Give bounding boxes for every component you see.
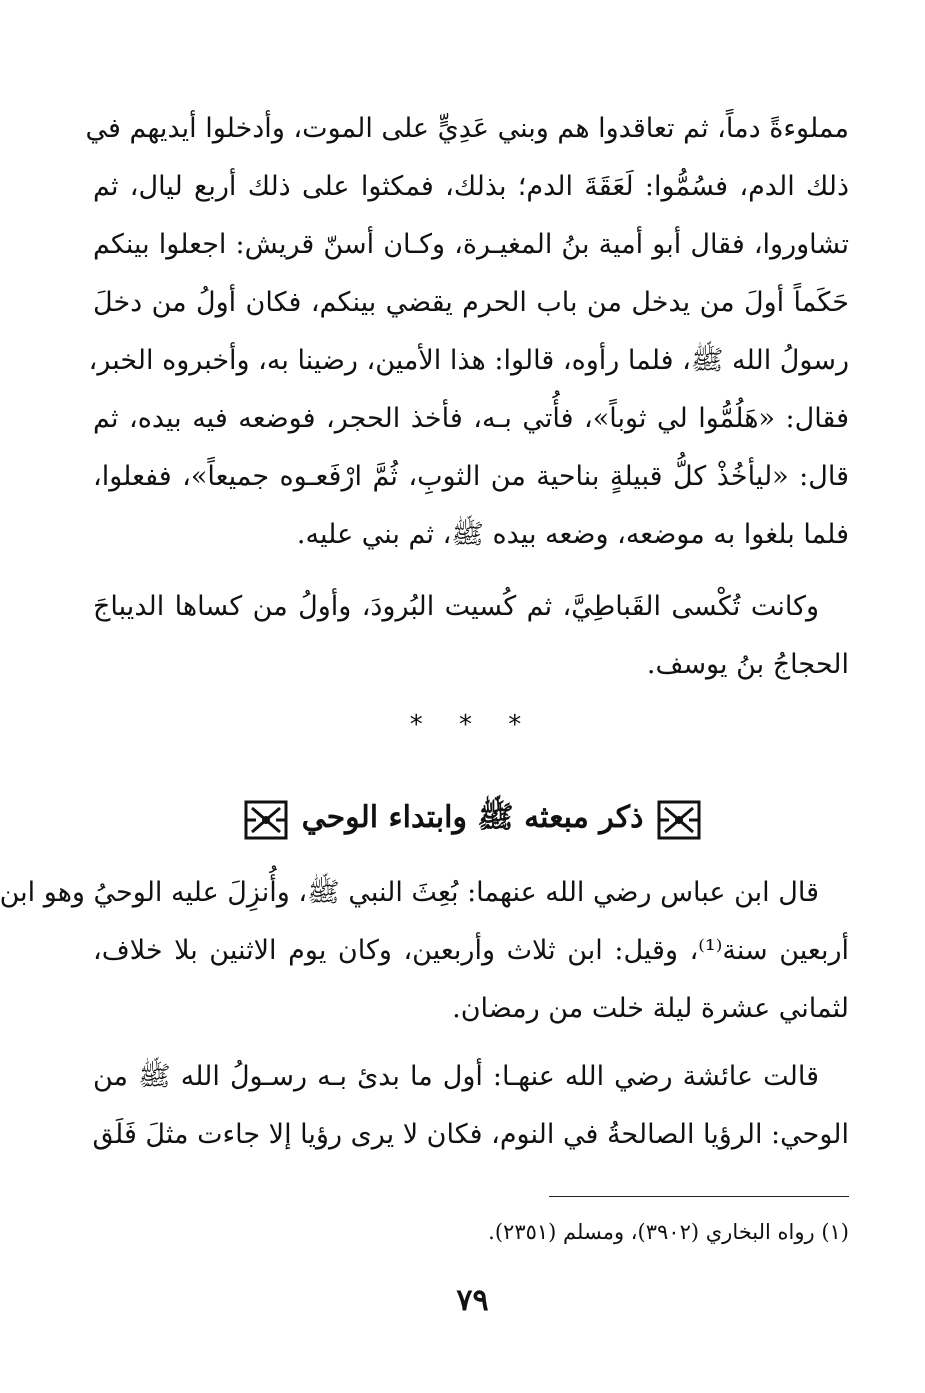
- text-line: حَكَماً أولَ من يدخل من باب الحرم يقضي بينكم، فكان أولُ من دخلَ: [93, 287, 849, 318]
- section-heading-title: ذكر مبعثه ﷺ وابتداء الوحي: [301, 799, 644, 835]
- text-line: فلما بلغوا به موضعه، وضعه بيده ﷺ، ثم بني عليه.: [296, 519, 849, 550]
- text-line: تشاوروا، فقال أبو أمية بنُ المغيـرة، وكـان أسنّ قريش: اجعلوا بينكم: [93, 229, 849, 260]
- section-heading: [20, 790, 925, 850]
- heading-ornament-right-icon: [657, 800, 701, 840]
- heading-ornament-left-icon: [244, 800, 288, 840]
- paragraph-kaaba-covering: [93, 578, 849, 694]
- text-line: مملوءةً دماً، ثم تعاقدوا هم وبني عَدِيٍّ على الموت، وأدخلوا أيديهم في: [85, 113, 849, 144]
- text-line: رسولُ الله ﷺ، فلما رأوه، قالوا: هذا الأمين، رضينا به، وأخبروه الخبر،: [88, 345, 849, 376]
- text-line: فقال: «هَلُمُّوا لي ثوباً»، فأُتي بـه، فأخذ الحجر، فوضعه فيه بيده، ثم: [93, 403, 849, 434]
- footnote-divider: [549, 1196, 849, 1197]
- text-line: وكانت تُكْسى القَباطِيَّ، ثم كُسيت البُرودَ، وأولُ من كساها الديباجَ: [93, 591, 819, 622]
- page-number: ٧٩: [456, 1283, 489, 1318]
- text-line: ذلك الدم، فسُمُّوا: لَعَقَةَ الدم؛ بذلك، فمكثوا على ذلك أربع ليال، ثم: [93, 171, 849, 202]
- section-separator: * * *: [409, 710, 536, 740]
- text-line: قال ابن عباس رضي الله عنهما: بُعِثَ النبي ﷺ، وأُنزِلَ عليه الوحيُ وهو ابن: [0, 877, 819, 908]
- text-line: الوحي: الرؤيا الصالحةُ في النوم، فكان لا يرى رؤيا إلا جاءت مثلَ فَلَق: [92, 1119, 849, 1150]
- text-line: الحجاجُ بنُ يوسف.: [646, 649, 849, 680]
- paragraph-aisha-narration: [93, 1048, 849, 1164]
- text-line: قال: «ليأخُذْ كلُّ قبيلةٍ بناحية من الثوبِ، ثُمَّ ارْفَعـوه جميعاً»، ففعلوا،: [93, 461, 849, 492]
- text-line: أربعين سنة⁽¹⁾، وقيل: ابن ثلاث وأربعين، وكان يوم الاثنين بلا خلاف،: [93, 935, 849, 966]
- paragraph-quraysh-oath: [85, 100, 849, 564]
- footnote: (١) رواه البخاري (٣٩٠٢)، ومسلم (٢٣٥١).: [488, 1220, 849, 1244]
- text-line: لثماني عشرة ليلة خلت من رمضان.: [452, 993, 849, 1024]
- text-line: قالت عائشة رضي الله عنهـا: أول ما بدئ بـه رسـولُ الله ﷺ من: [93, 1061, 819, 1092]
- paragraph-prophethood: [0, 864, 849, 1038]
